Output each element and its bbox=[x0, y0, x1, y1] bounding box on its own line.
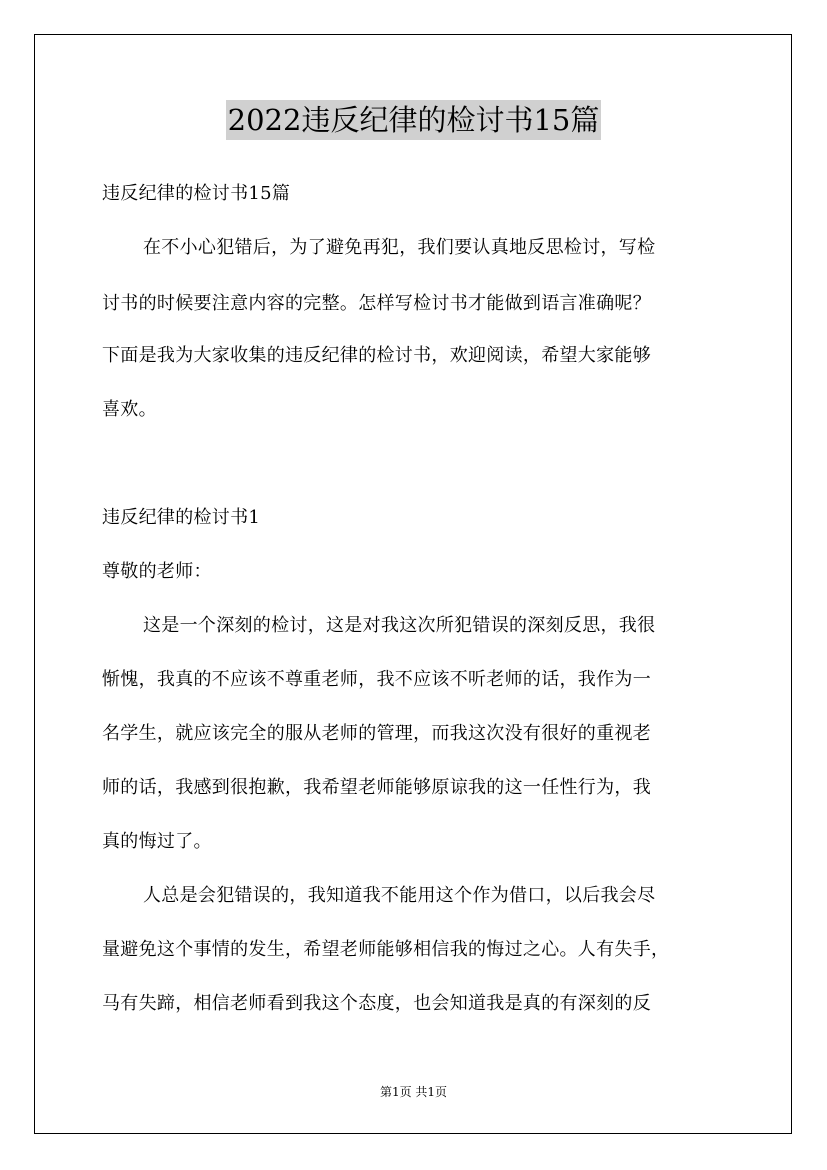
salutation: 尊敬的老师： bbox=[102, 561, 212, 582]
intro-line-3: 下面是我为大家收集的违反纪律的检讨书，欢迎阅读，希望大家能够 bbox=[102, 345, 651, 366]
intro-line-4: 喜欢。 bbox=[102, 399, 157, 420]
intro-line-2: 讨书的时候要注意内容的完整。怎样写检讨书才能做到语言准确呢？ bbox=[102, 293, 651, 314]
paragraph1-line-4: 师的话，我感到很抱歉，我希望老师能够原谅我的这一任性行为，我 bbox=[102, 777, 651, 798]
section-heading: 违反纪律的检讨书1 bbox=[102, 507, 261, 528]
document-subtitle: 违反纪律的检讨书15篇 bbox=[102, 183, 291, 204]
title-container bbox=[0, 100, 827, 140]
page-footer: 第1页 共1页 bbox=[379, 1085, 448, 1099]
paragraph1-line-2: 惭愧，我真的不应该不尊重老师，我不应该不听老师的话，我作为一 bbox=[102, 669, 651, 690]
paragraph1-line-1: 这是一个深刻的检讨，这是对我这次所犯错误的深刻反思，我很 bbox=[143, 615, 656, 636]
paragraph1-line-5: 真的悔过了。 bbox=[102, 831, 212, 852]
paragraph2-line-1: 人总是会犯错误的，我知道我不能用这个作为借口，以后我会尽 bbox=[143, 885, 656, 906]
paragraph2-line-3: 马有失蹄，相信老师看到我这个态度，也会知道我是真的有深刻的反 bbox=[102, 993, 651, 1014]
paragraph2-line-2: 量避免这个事情的发生，希望老师能够相信我的悔过之心。人有失手， bbox=[102, 939, 670, 960]
document-title: 2022违反纪律的检讨书15篇 bbox=[226, 100, 602, 140]
paragraph1-line-3: 名学生，就应该完全的服从老师的管理，而我这次没有很好的重视老 bbox=[102, 723, 651, 744]
intro-line-1: 在不小心犯错后，为了避免再犯，我们要认真地反思检讨，写检 bbox=[143, 237, 656, 258]
